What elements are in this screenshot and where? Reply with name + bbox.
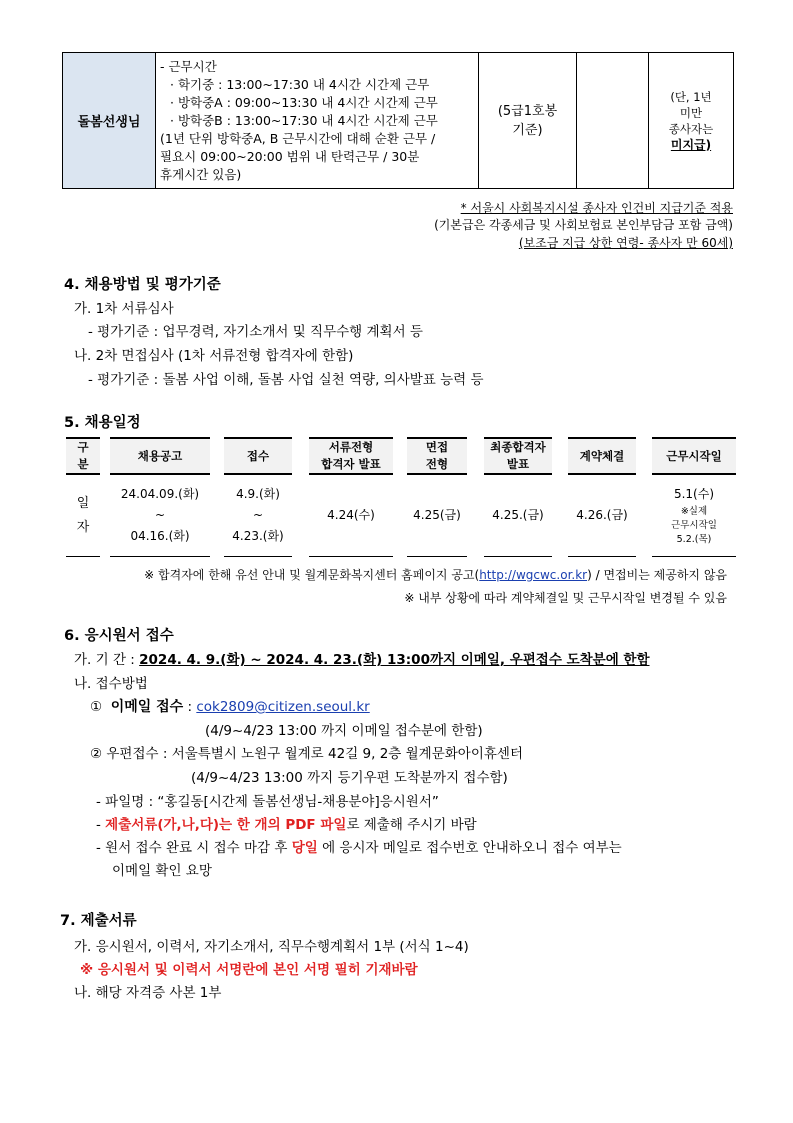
list-item: 나. 해당 자격증 사본 1부 [74,985,222,1001]
role-cell: 돌봄선생님 [63,53,156,189]
hours-line: 필요시 09:00~20:00 범위 내 탄력근무 / 30분 [160,148,420,164]
list-item: 나. 2차 면접심사 (1차 서류전형 합격자에 한함) [74,348,354,364]
list-item: 나. 접수방법 [74,676,148,692]
section-title: 5. 채용일정 [64,415,141,431]
header-cell: 면접 전형 [407,437,467,475]
period-line: 가. 기 간 : 2024. 4. 9.(화) ~ 2024. 4. 23.(화) 13:00까지 이메일, 우편접수 도착분에 한함 [74,652,650,668]
section-title: 4. 채용방법 및 평가기준 [64,277,221,293]
header-cell: 계약체결 [568,437,636,475]
row-cell: 5.1(수) ※실제 근무시작일 5.2.(목) [652,475,736,557]
grade-cell: (5급1호봉 기준) [479,53,577,189]
email-line: ① 이메일 접수 : cok2809@citizen.seoul.kr [90,699,370,715]
pay-note-cell: (단, 1년 미만 종사자는 미지급) [649,53,734,189]
list-item: - 평가기준 : 업무경력, 자기소개서 및 직무수행 계획서 등 [88,324,423,340]
section-title: 7. 제출서류 [60,913,137,929]
header-cell: 구 분 [66,437,100,475]
pay-table [62,52,734,189]
list-item: 가. 응시원서, 이력서, 자기소개서, 직무수행계획서 1부 (서식 1~4) [74,939,469,955]
hours-line: · 학기중 : 13:00~17:30 내 4시간 시간제 근무 [170,76,430,92]
note-line: * 서울시 사회복지시설 종사자 인건비 지급기준 적용 [460,201,733,215]
row-label: 일 자 [66,475,100,557]
list-item: - 원서 접수 완료 시 접수 마감 후 당일 에 응시자 메일로 접수번호 안내하오니 접수 여부는 [96,840,622,856]
empty-cell [577,53,649,189]
list-item: - 평가기준 : 돌봄 사업 이해, 돌봄 사업 실천 역량, 의사발표 능력 등 [88,372,484,388]
list-item: (4/9~4/23 13:00 까지 이메일 접수분에 한함) [205,723,483,739]
row-cell: 4.26.(금) [568,475,636,557]
schedule-table [66,437,736,559]
header-cell: 최종합격자 발표 [484,437,552,475]
row-cell: 4.25.(금) [484,475,552,557]
hours-line: · 방학중A : 09:00~13:30 내 4시간 시간제 근무 [170,94,438,110]
list-item: 가. 1차 서류심사 [74,301,174,317]
hours-cell [156,53,479,189]
note-line: (기본급은 각종세금 및 사회보험료 본인부담금 포함 금액) [434,218,733,232]
warning-text: ※ 응시원서 및 이력서 서명란에 본인 서명 필히 기재바람 [80,962,418,978]
row-cell: 4.25(금) [407,475,467,557]
list-item: - 파일명 : “홍길동[시간제 돌봄선생님-채용분야]응시원서” [96,794,439,810]
row-cell: 4.9.(화) ~ 4.23.(화) [224,475,292,557]
row-cell: 4.24(수) [309,475,393,557]
row-cell: 24.04.09.(화) ~ 04.16.(화) [110,475,210,557]
hours-line: 휴게시간 있음) [160,166,242,182]
homepage-link[interactable]: http://wgcwc.or.kr [479,568,588,582]
list-item: ② 우편접수 : 서울특별시 노원구 월계로 42길 9, 2층 월계문화아이휴센터 [90,746,523,762]
header-cell: 서류전형 합격자 발표 [309,437,393,475]
header-cell: 근무시작일 [652,437,736,475]
schedule-note: ※ 합격자에 한해 유선 안내 및 월계문화복지센터 홈페이지 공고(http://wgcwc.or.kr) / 면접비는 제공하지 않음 [144,568,727,582]
hours-line: - 근무시간 [160,58,217,74]
list-item: (4/9~4/23 13:00 까지 등기우편 도착분까지 접수함) [191,770,508,786]
email-link[interactable]: cok2809@citizen.seoul.kr [196,699,370,715]
schedule-note: ※ 내부 상황에 따라 계약체결일 및 근무시작일 변경될 수 있음 [404,591,727,605]
header-cell: 채용공고 [110,437,210,475]
list-item: 이메일 확인 요망 [112,863,212,879]
hours-line: · 방학중B : 13:00~17:30 내 4시간 시간제 근무 [170,112,438,128]
header-cell: 접수 [224,437,292,475]
list-item: - 제출서류(가,나,다)는 한 개의 PDF 파일로 제출해 주시기 바람 [96,817,477,833]
section-title: 6. 응시원서 접수 [64,628,174,644]
note-line: (보조금 지급 상한 연령- 종사자 만 60세) [518,236,733,250]
hours-line: (1년 단위 방학중A, B 근무시간에 대해 순환 근무 / [160,130,436,146]
